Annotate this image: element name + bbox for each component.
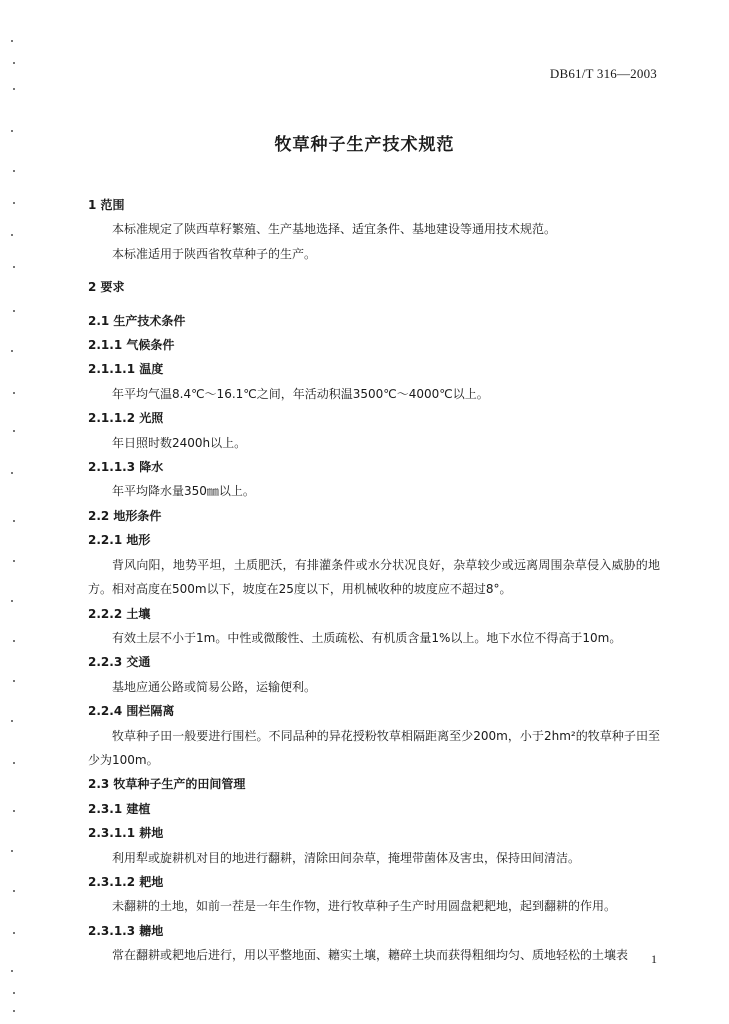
- section-heading: 2.1 生产技术条件: [88, 313, 186, 328]
- margin-speck: [11, 970, 13, 972]
- margin-speck: [13, 520, 15, 522]
- binding-margin-marks: [6, 20, 22, 1010]
- margin-speck: [13, 392, 15, 394]
- margin-speck: [13, 680, 15, 682]
- margin-speck: [13, 310, 15, 312]
- paragraph: 本标准规定了陕西草籽繁殖、生产基地选择、适宜条件、基地建设等通用技术规范。: [112, 222, 557, 237]
- paragraph: 未翻耕的土地，如前一茬是一年生作物，进行牧草种子生产时用圆盘耙耙地，起到翻耕的作用。: [112, 899, 617, 914]
- document-body: [88, 193, 660, 968]
- section-heading: 2.1.1.3 降水: [88, 460, 164, 475]
- margin-speck: [13, 810, 15, 812]
- section-heading: 1 范围: [88, 198, 125, 212]
- margin-speck: [11, 472, 13, 474]
- margin-speck: [11, 600, 13, 602]
- section-heading: 2.1.1.1 温度: [88, 362, 164, 377]
- paragraph: 年日照时数2400h以上。: [112, 435, 247, 450]
- section-heading: 2.3.1 建植: [88, 801, 151, 816]
- margin-speck: [11, 40, 13, 42]
- margin-speck: [13, 88, 15, 90]
- margin-speck: [13, 640, 15, 642]
- paragraph: 年平均降水量350㎜以上。: [112, 484, 255, 499]
- margin-speck: [13, 762, 15, 764]
- section-heading: 2 要求: [88, 280, 125, 295]
- margin-speck: [11, 850, 13, 852]
- section-heading: 2.2.2 土壤: [88, 606, 151, 621]
- margin-speck: [13, 266, 15, 268]
- paragraph: 有效土层不小于1m。中性或微酸性、土质疏松、有机质含量1%以上。地下水位不得高于10m。: [112, 630, 622, 645]
- paragraph: 牧草种子田一般要进行围栏。不同品种的异花授粉牧草相隔距离至少200m，小于2hm²的牧草种子田至少为100m。: [88, 728, 660, 767]
- page-number: 1: [651, 952, 657, 966]
- paragraph: 常在翻耕或耙地后进行，用以平整地面、耱实土壤，耱碎土块而获得粗细均匀、质地轻松的土壤表: [112, 948, 629, 963]
- paragraph: 本标准适用于陕西省牧草种子的生产。: [112, 246, 317, 261]
- margin-speck: [13, 992, 15, 994]
- margin-speck: [13, 202, 15, 204]
- standard-code: DB61/T 316—2003: [549, 66, 657, 81]
- section-heading: 2.1.1 气候条件: [88, 338, 175, 353]
- section-heading: 2.3.1.2 耙地: [88, 874, 164, 889]
- margin-speck: [11, 350, 13, 352]
- section-heading: 2.2.3 交通: [88, 655, 151, 670]
- paragraph: 背风向阳，地势平坦，土质肥沃，有排灌条件或水分状况良好，杂草较少或远离周围杂草侵入威胁的地方。相对高度在500m以下，坡度在25度以下，用机械收种的坡度应不超过8°。: [88, 557, 660, 597]
- document-title: 牧草种子生产技术规范: [274, 135, 455, 155]
- margin-speck: [13, 560, 15, 562]
- margin-speck: [13, 62, 15, 64]
- margin-speck: [11, 720, 13, 722]
- margin-speck: [13, 1010, 15, 1012]
- section-heading: 2.2 地形条件: [88, 508, 162, 523]
- section-heading: 2.2.1 地形: [88, 533, 151, 548]
- margin-speck: [13, 430, 15, 432]
- section-heading: 2.3.1.3 耱地: [88, 923, 164, 938]
- margin-speck: [13, 170, 15, 172]
- paragraph: 年平均气温8.4℃～16.1℃之间，年活动积温3500℃～4000℃以上。: [112, 386, 489, 401]
- margin-speck: [13, 932, 15, 934]
- section-heading: 2.3.1.1 耕地: [88, 826, 164, 841]
- section-heading: 2.2.4 围栏隔离: [88, 704, 175, 719]
- margin-speck: [11, 234, 13, 236]
- paragraph: 基地应通公路或简易公路，运输便利。: [112, 679, 317, 694]
- section-heading: 2.3 牧草种子生产的田间管理: [88, 777, 246, 792]
- section-heading: 2.1.1.2 光照: [88, 411, 164, 426]
- margin-speck: [13, 890, 15, 892]
- paragraph: 利用犁或旋耕机对目的地进行翻耕，清除田间杂草，掩埋带菌体及害虫，保持田间清洁。: [112, 850, 581, 865]
